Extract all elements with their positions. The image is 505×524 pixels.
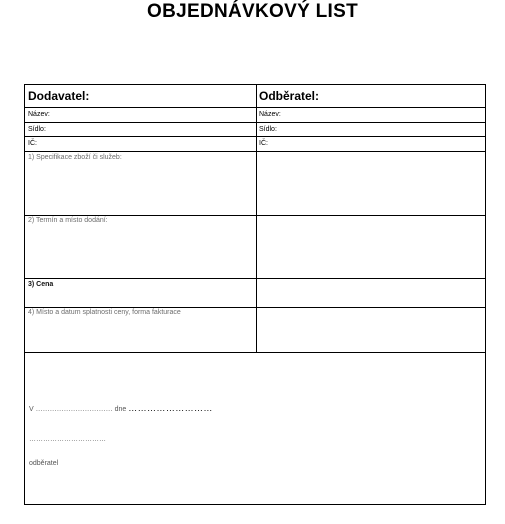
- place-dots: ……………………………: [35, 406, 113, 413]
- customer-seat-label: Sídlo:: [259, 126, 277, 133]
- signature-role-label: odběratel: [29, 460, 59, 467]
- date-dots: ………………………: [128, 403, 213, 413]
- supplier-id-label: IČ:: [28, 140, 37, 147]
- column-divider: [256, 85, 257, 352]
- row-divider: [25, 352, 485, 353]
- section-delivery-label: 2) Termín a místo dodání:: [28, 217, 108, 224]
- row-divider: [25, 122, 485, 123]
- supplier-heading: Dodavatel:: [28, 89, 90, 103]
- row-divider: [25, 107, 485, 108]
- signature-dots: ……………………………: [29, 436, 106, 443]
- customer-id-label: IČ:: [259, 140, 268, 147]
- row-divider: [25, 307, 485, 308]
- supplier-name-label: Název:: [28, 111, 50, 118]
- row-divider: [25, 278, 485, 279]
- document-title: OBJEDNÁVKOVÝ LIST: [147, 1, 358, 22]
- row-divider: [25, 151, 485, 152]
- customer-name-label: Název:: [259, 111, 281, 118]
- supplier-seat-label: Sídlo:: [28, 126, 46, 133]
- section-payment-label: 4) Místo a datum splatnosti ceny, forma fakturace: [28, 309, 181, 316]
- section-specification-label: 1) Specifikace zboží či služeb:: [28, 154, 122, 161]
- signature-place-line: [29, 403, 213, 413]
- date-label: dne: [114, 406, 127, 413]
- row-divider: [25, 215, 485, 216]
- customer-heading: Odběratel:: [259, 89, 320, 103]
- place-prefix: V: [29, 406, 34, 413]
- section-price-label: 3) Cena: [28, 281, 54, 288]
- order-form-table: [24, 84, 486, 505]
- row-divider: [25, 136, 485, 137]
